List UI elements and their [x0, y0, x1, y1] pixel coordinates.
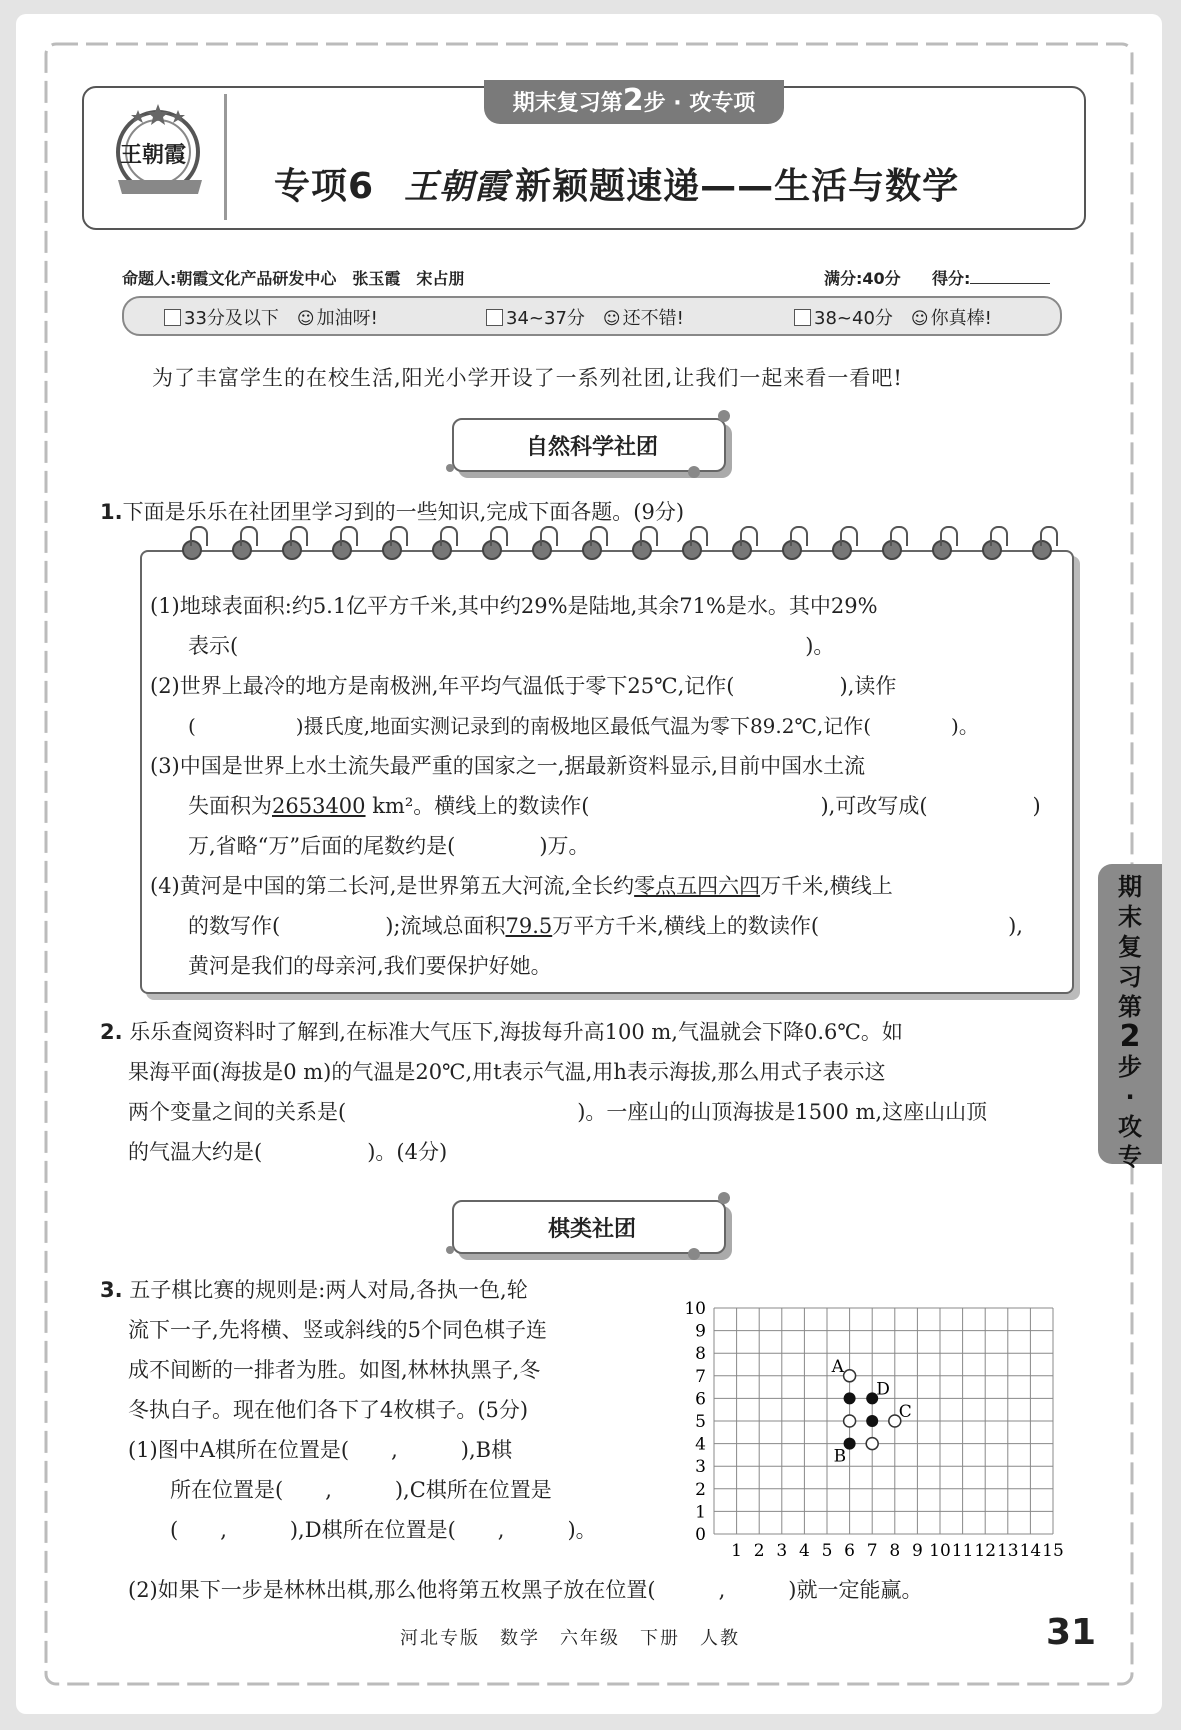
underlined-number: 79.5	[505, 914, 553, 938]
step-prefix: 期末复习第	[512, 91, 623, 116]
y-tick-label: 7	[695, 1366, 706, 1387]
y-tick-label: 10	[684, 1299, 706, 1319]
q1-line: 表示( )。	[188, 634, 835, 658]
black-stone	[866, 1415, 878, 1427]
black-stone	[844, 1392, 856, 1404]
y-tick-label: 1	[695, 1502, 706, 1523]
stone-label: D	[876, 1379, 890, 1400]
dot-icon	[718, 410, 730, 422]
x-tick-label: 1	[731, 1541, 743, 1561]
q1-line: 失面积为2653400 km²。横线上的数读作( ),可改写成( )	[188, 794, 1041, 818]
x-tick-label: 10	[929, 1541, 951, 1561]
section-banner-science	[452, 418, 732, 476]
section-title: 自然科学社团	[525, 435, 658, 460]
x-tick-label: 5	[821, 1541, 833, 1561]
page-number: 31	[1046, 1612, 1097, 1653]
title-part2: 新颖题速递——生活与数学	[515, 166, 960, 207]
full-score: 满分:40分	[824, 269, 901, 288]
stone-label: B	[833, 1446, 847, 1467]
question-2: 2. 乐乐查阅资料时了解到,在标准大气压下,海拔每升高100 m,气温就会下降0.6℃。如 果海平面(海拔是0 m)的气温是20℃,用t表示气温,用h表示海拔,那么用式子表示这 两个变量之间的关系是( )。一座山的山顶海拔是1500 m,这座山山顶 的气温大约是( )。(4分)	[100, 1020, 988, 1164]
dot-icon	[688, 1248, 700, 1260]
dot-icon	[718, 1192, 730, 1204]
header-box	[82, 83, 1086, 230]
white-stone	[844, 1370, 856, 1382]
face-icon: ☺	[602, 309, 621, 329]
q1-line: 黄河是我们的母亲河,我们要保护好她。	[188, 954, 552, 978]
score-tier-1: 33分及以下 ☺ 加油呀!	[164, 304, 378, 330]
y-tick-label: 5	[695, 1412, 706, 1432]
x-tick-label: 8	[889, 1541, 901, 1561]
y-tick-label: 3	[695, 1457, 706, 1478]
white-stone	[844, 1415, 856, 1427]
score-rating-bar	[122, 296, 1062, 336]
section-title: 棋类社团	[547, 1217, 636, 1242]
y-tick-label: 9	[695, 1321, 706, 1342]
x-tick-label: 4	[798, 1541, 810, 1561]
underlined-number: 零点五四六四	[634, 874, 761, 898]
section-banner-chess	[452, 1200, 732, 1258]
x-tick-label: 15	[1042, 1541, 1064, 1561]
x-tick-label: 3	[776, 1541, 788, 1561]
face-icon: ☺	[910, 309, 929, 329]
footer-text: 河北专版 数学 六年级 下册 人教	[400, 1628, 740, 1649]
x-tick-label: 13	[996, 1541, 1019, 1561]
score-tier-3: 38~40分 ☺ 你真棒!	[794, 304, 992, 330]
score-tier-2: 34~37分 ☺ 还不错!	[486, 304, 684, 330]
checkbox-icon[interactable]	[486, 309, 503, 326]
step-tab	[484, 80, 784, 124]
page-title	[274, 158, 959, 209]
side-tab: 期 末 复 习 第 2 步 · 攻 专	[1098, 864, 1162, 1164]
y-tick-label: 6	[695, 1389, 706, 1410]
checkbox-icon[interactable]	[164, 309, 181, 326]
y-tick-label: 4	[695, 1434, 706, 1455]
dot-icon	[446, 464, 454, 472]
intro-text: 为了丰富学生的在校生活,阳光小学开设了一系列社团,让我们一起来看一看吧!	[152, 366, 903, 390]
gomoku-grid	[680, 1268, 1080, 1568]
author-line: 命题人:朝霞文化产品研发中心 张玉霞 宋占朋	[122, 269, 465, 288]
q1-line: ( )摄氏度,地面实测记录到的南极地区最低气温为零下89.2℃,记作( )。	[188, 714, 979, 738]
y-tick-label: 2	[695, 1479, 706, 1500]
step-number: 2	[622, 83, 644, 118]
header-divider	[224, 94, 227, 220]
face-icon: ☺	[296, 309, 315, 329]
title-part1: 专项6	[274, 166, 375, 207]
grid-stones	[831, 1357, 912, 1467]
step-suffix: 步 · 攻专项	[643, 91, 756, 116]
stone-label: C	[898, 1402, 912, 1422]
q1-line: (4)黄河是中国的第二长河,是世界第五大河流,全长约零点五四六四万千米,横线上	[150, 874, 893, 898]
q1-line: (3)中国是世界上水土流失最严重的国家之一,据最新资料显示,目前中国水土流	[150, 754, 866, 778]
white-stone	[866, 1438, 878, 1450]
title-signature: 王朝霞	[404, 167, 510, 207]
question-1-stem: 1.下面是乐乐在社团里学习到的一些知识,完成下面各题。(9分)	[100, 500, 685, 524]
q1-line: (2)世界上最冷的地方是南极洲,年平均气温低于零下25℃,记作( ),读作	[150, 674, 897, 698]
x-tick-label: 14	[1019, 1541, 1042, 1561]
stone-label: A	[831, 1356, 844, 1377]
q1-line: 的数写作( );流域总面积79.5万平方千米,横线上的数读作( ),	[188, 914, 1023, 938]
x-tick-label: 11	[951, 1541, 974, 1561]
logo-text: 王朝霞	[120, 142, 187, 168]
x-tick-label: 7	[866, 1541, 878, 1561]
x-tick-label: 9	[911, 1541, 923, 1561]
score-label: 得分:	[932, 266, 1050, 289]
underlined-number: 2653400	[272, 794, 366, 818]
x-tick-label: 6	[844, 1541, 856, 1561]
grid-ticks	[684, 1299, 1063, 1561]
checkbox-icon[interactable]	[794, 309, 811, 326]
x-tick-label: 2	[753, 1541, 765, 1561]
q1-line: (1)地球表面积:约5.1亿平方千米,其中约29%是陆地,其余71%是水。其中29%	[150, 594, 878, 618]
dot-icon	[446, 1246, 454, 1254]
y-tick-label: 8	[695, 1344, 706, 1365]
question-3-part2: (2)如果下一步是林林出棋,那么他将第五枚黑子放在位置( , )就一定能赢。	[128, 1578, 923, 1602]
y-tick-label: 0	[695, 1525, 706, 1545]
question-3: 3. 五子棋比赛的规则是:两人对局,各执一色,轮 流下一子,先将横、竖或斜线的5个同色棋子连 成不间断的一排者为胜。如图,林林执黑子,冬 冬执白子。现在他们各下了4枚棋子。(5分) (1)图中A棋所在位置是( , ),B棋 所在位置是( , ),C棋所在位置是 ( , ),D棋所在位置是( , )。	[100, 1278, 597, 1542]
q1-line: 万,省略“万”后面的尾数约是( )万。	[188, 834, 590, 858]
dot-icon	[688, 466, 700, 478]
x-tick-label: 12	[974, 1541, 997, 1561]
grid-lines	[714, 1308, 1053, 1534]
